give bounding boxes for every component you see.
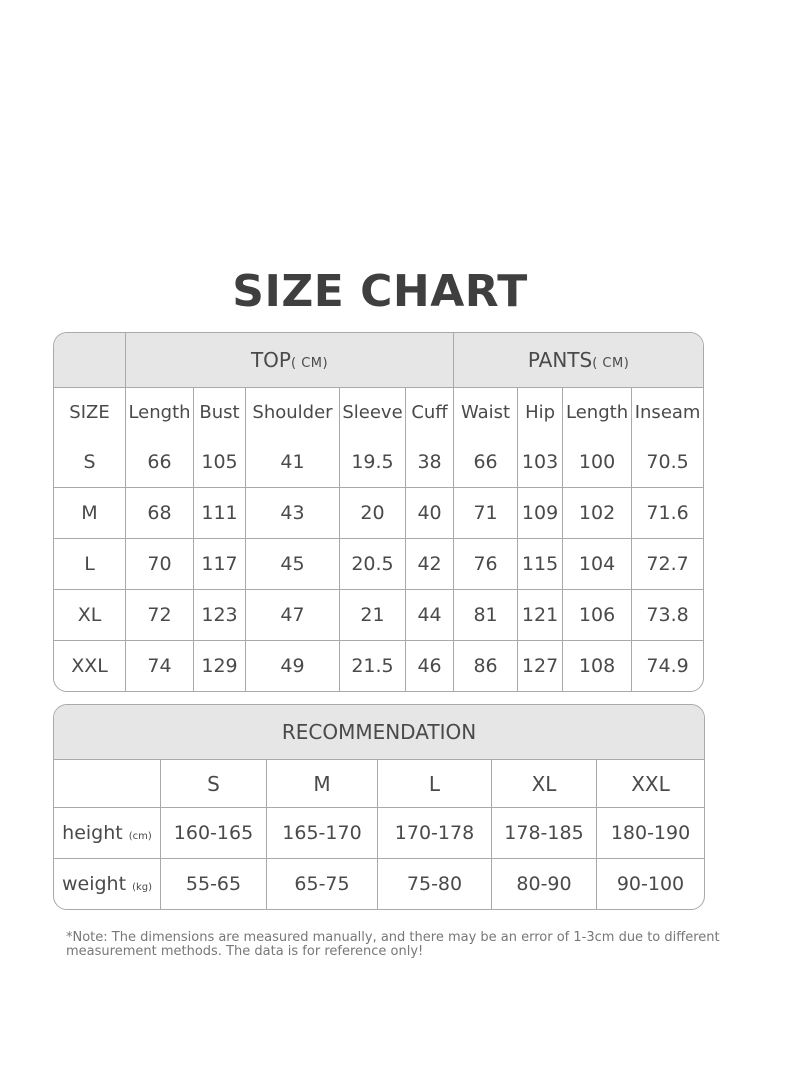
measurement-cell: 20.5	[340, 539, 406, 590]
measurement-cell: 123	[194, 590, 246, 641]
measurement-cell: 104	[563, 539, 632, 590]
top-group-label: TOP	[250, 348, 291, 372]
measurement-cell: 70.5	[632, 437, 703, 488]
recommendation-size-header: XL	[492, 760, 597, 808]
group-header-blank	[54, 333, 126, 388]
measurement-cell: 20	[340, 488, 406, 539]
measurement-cell: 74	[126, 641, 194, 691]
measurement-cell: 19.5	[340, 437, 406, 488]
measurement-cell: 102	[563, 488, 632, 539]
measurement-cell: 47	[246, 590, 340, 641]
recommendation-size-header: XXL	[597, 760, 704, 808]
measurement-cell: 44	[406, 590, 454, 641]
measurement-cell: 73.8	[632, 590, 703, 641]
measurement-cell: 21	[340, 590, 406, 641]
size-row	[54, 488, 703, 539]
measurement-cell: 81	[454, 590, 518, 641]
recommendation-table	[53, 704, 705, 910]
measurement-cell: 105	[194, 437, 246, 488]
recommendation-title: RECOMMENDATION	[54, 705, 704, 760]
size-row	[54, 539, 703, 590]
measurement-cell: 70	[126, 539, 194, 590]
pants-group-label: PANTS	[527, 348, 593, 372]
recommendation-header	[54, 705, 704, 760]
size-label-cell: XXL	[54, 641, 126, 691]
weight-value-cell: 75-80	[378, 859, 492, 909]
measurement-cell: 106	[563, 590, 632, 641]
column-header: Cuff	[406, 388, 454, 437]
measurement-cell: 72.7	[632, 539, 703, 590]
height-value-cell: 165-170	[267, 808, 378, 859]
weight-label: weight	[61, 873, 127, 895]
measurement-cell: 111	[194, 488, 246, 539]
height-value-cell: 160-165	[161, 808, 267, 859]
pants-group-header	[454, 333, 703, 388]
size-row	[54, 641, 703, 691]
measurement-cell: 43	[246, 488, 340, 539]
measurement-cell: 71.6	[632, 488, 703, 539]
column-header: Waist	[454, 388, 518, 437]
measurement-cell: 66	[454, 437, 518, 488]
top-group-unit: ( CM)	[291, 356, 329, 371]
measurement-cell: 129	[194, 641, 246, 691]
measurement-cell: 117	[194, 539, 246, 590]
height-value-cell: 180-190	[597, 808, 704, 859]
measurement-cell: 40	[406, 488, 454, 539]
recommendation-size-headers	[54, 760, 704, 808]
size-table-column-headers	[54, 388, 703, 437]
recommendation-blank-cell	[54, 760, 161, 808]
pants-group-unit: ( CM)	[592, 356, 630, 371]
measurement-cell: 76	[454, 539, 518, 590]
size-row	[54, 590, 703, 641]
size-table-group-header	[54, 333, 703, 388]
measurement-cell: 46	[406, 641, 454, 691]
page-title: SIZE CHART	[232, 266, 528, 317]
measurement-cell: 115	[518, 539, 563, 590]
measurement-cell: 41	[246, 437, 340, 488]
recommendation-size-header: S	[161, 760, 267, 808]
weight-unit: (kg)	[132, 882, 153, 893]
height-label: height	[62, 822, 123, 844]
measurement-cell: 121	[518, 590, 563, 641]
height-label-cell	[54, 808, 161, 859]
recommendation-size-header: L	[378, 760, 492, 808]
measurement-cell: 109	[518, 488, 563, 539]
size-label-cell: M	[54, 488, 126, 539]
height-value-cell: 170-178	[378, 808, 492, 859]
column-header: Length	[563, 388, 632, 437]
measurement-cell: 66	[126, 437, 194, 488]
measurement-cell: 68	[126, 488, 194, 539]
weight-label-cell	[54, 859, 161, 909]
measurement-cell: 49	[246, 641, 340, 691]
column-header: Shoulder	[246, 388, 340, 437]
measurement-cell: 21.5	[340, 641, 406, 691]
measurement-cell: 100	[563, 437, 632, 488]
size-label-cell: L	[54, 539, 126, 590]
measurement-cell: 108	[563, 641, 632, 691]
measurement-cell: 42	[406, 539, 454, 590]
weight-row	[54, 859, 704, 909]
measurement-cell: 72	[126, 590, 194, 641]
measurement-cell: 103	[518, 437, 563, 488]
column-header: SIZE	[54, 388, 126, 437]
column-header: Length	[126, 388, 194, 437]
weight-value-cell: 80-90	[492, 859, 597, 909]
recommendation-size-header: M	[267, 760, 378, 808]
column-header: Hip	[518, 388, 563, 437]
top-group-header	[126, 333, 454, 388]
size-label-cell: S	[54, 437, 126, 488]
measurement-cell: 74.9	[646, 655, 689, 677]
height-row	[54, 808, 704, 859]
weight-value-cell: 65-75	[267, 859, 378, 909]
measurement-cell: 38	[406, 437, 454, 488]
column-header: Inseam	[634, 402, 701, 423]
height-unit: (cm)	[128, 831, 152, 842]
weight-value-cell: 90-100	[616, 873, 685, 895]
measurement-cell: 127	[518, 641, 563, 691]
measurement-cell: 71	[454, 488, 518, 539]
height-value-cell: 178-185	[492, 808, 597, 859]
measurement-cell: 86	[454, 641, 518, 691]
measurement-cell: 45	[246, 539, 340, 590]
size-chart-table	[53, 332, 704, 692]
weight-value-cell: 55-65	[161, 859, 267, 909]
column-header: Sleeve	[340, 388, 406, 437]
size-label-cell: XL	[54, 590, 126, 641]
measurement-note: *Note: The dimensions are measured manually, and there may be an error of 1-3cm due to different measurement methods. The data is for reference only!	[66, 930, 720, 959]
column-header: Bust	[194, 388, 246, 437]
size-row	[54, 437, 703, 488]
